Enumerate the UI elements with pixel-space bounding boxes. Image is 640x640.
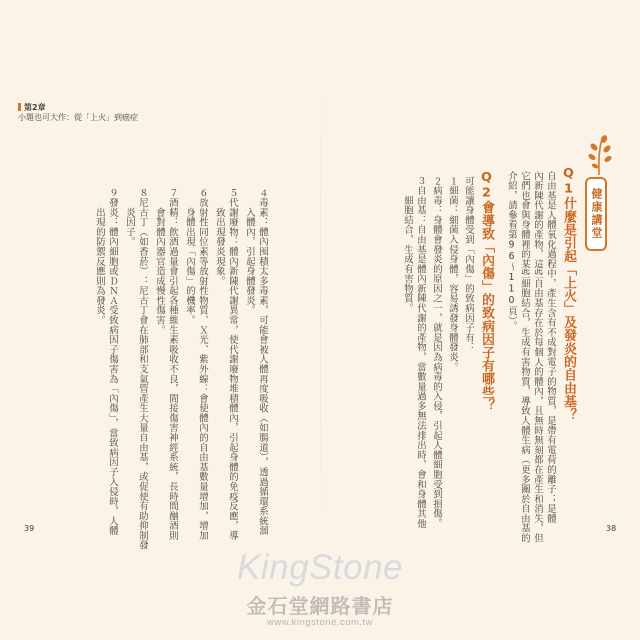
left-item-continued: 致出現發炎現象。: [214, 188, 225, 286]
q1-body-line: 它們也會與身體裡的某些細胞結合，生成有害物質，導致人體生病（更多關於自由基的: [519, 171, 530, 544]
badge-label: 健康講堂: [590, 188, 603, 240]
page-number-right: 38: [606, 524, 617, 533]
chapter-subtitle: 小題也可大作：從「上火」到癌症: [18, 113, 138, 122]
q1-title: Q1什麼是引起「上火」及發炎的自由基？: [561, 166, 576, 422]
left-item-continued: 身體出現「內傷」的機率。: [184, 188, 195, 326]
chapter-header: [18, 103, 138, 123]
left-item-continued: 會對體內器官造成慢性傷害。: [154, 188, 165, 335]
sprig-icon: [582, 133, 616, 175]
q2-item: １細菌：細菌入侵身體，容易誘發身體發炎。: [447, 176, 458, 372]
left-item-continued: 炎因子。: [124, 188, 135, 247]
watermark-chinese-name: 金石堂網路書店: [246, 594, 394, 618]
chapter-label: 第2章: [24, 103, 46, 112]
q2-item-continued: 細胞結合，生成有害物質。: [402, 176, 413, 314]
watermark-brand: KingStone: [236, 548, 404, 587]
left-item: ９發炎：體內細胞或ＤＮＡ受致病因子傷害為「內傷」，當致病因子入侵時，人體: [107, 188, 118, 536]
q2-intro: 可能讓身體受到「內傷」的致病因子有：: [463, 176, 474, 353]
left-item: ６放射性同位素等放射性物質、Ｘ光、紫外線：會使體內的自由基數量增加，增加: [197, 188, 208, 541]
q1-body-line: 介紹，請參看第96～110頁）。: [506, 171, 517, 331]
chapter-marker-icon: [18, 103, 21, 111]
left-item: ７酒精：飲酒過量會引起各種維生素吸收不良，間接傷害神經系統，長時間酗酒則: [167, 188, 178, 541]
watermark-url: www.kingstone.com.tw: [266, 617, 374, 628]
q2-item: ２病毒：身體會發炎的原因之一，就是因為病毒的入侵，引起人體細胞受到損傷。: [431, 176, 442, 529]
left-item: ８尼古丁（如香菸）：尼古丁會在肺部和支氣管產生大量自由基，或促使有助抑制發: [137, 188, 148, 551]
left-item: ４毒素：體內囤積太多毒素，可能會被人體再度吸收（如腸道），透過循環系統溜: [257, 188, 268, 536]
q1-body-line: 內新陳代謝的產物，這些自由基存在於每個人的體內，且無時無刻都在產生和消失，但: [532, 171, 543, 544]
q1-body-line: 自由基是人體氧化過程中，產生含有不成對電子的物質，是帶有電荷的離子；是體: [545, 171, 556, 524]
left-item-continued: 入體內，引起身體發炎。: [244, 188, 255, 316]
q2-item: ３自由基：自由基是體內新陳代謝的產物，當數量過多無法排出時，會和身體其他: [415, 176, 426, 529]
page-number-left: 39: [24, 524, 35, 533]
q2-title: Q2會導致「內傷」的致病因子有哪些？: [479, 170, 494, 412]
left-item-continued: 出現的防禦反應則為發炎。: [94, 188, 105, 326]
health-lecture-badge: [585, 177, 607, 251]
page-gutter: [320, 60, 321, 550]
left-item: ５代謝廢物：體內新陳代謝異常，使代謝廢物堆積體內，引起身體的免疫反應，導: [227, 188, 238, 541]
